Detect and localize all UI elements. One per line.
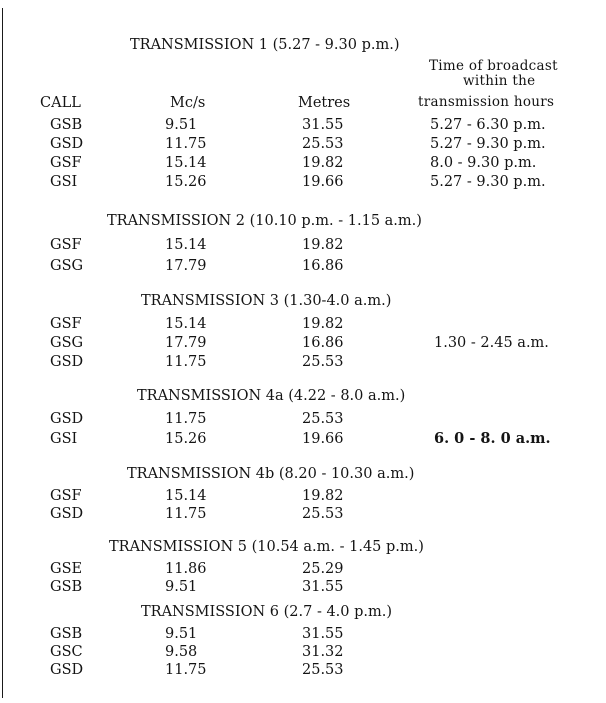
mcs-cell: 9.51 <box>165 626 198 642</box>
metres-cell: 25.53 <box>302 136 344 152</box>
mcs-cell: 11.75 <box>165 411 207 427</box>
metres-cell: 25.53 <box>302 662 344 678</box>
transmission-1-title: TRANSMISSION 1 (5.27 - 9.30 p.m.) <box>130 37 400 53</box>
time-cell: 5.27 - 6.30 p.m. <box>430 117 546 133</box>
call-cell: GSE <box>50 561 83 577</box>
time-header-line-2: within the <box>463 73 536 89</box>
mcs-cell: 15.26 <box>165 174 207 190</box>
time-header-line-1: Time of broadcast <box>429 58 558 74</box>
metres-column-header: Metres <box>298 95 351 111</box>
call-cell: GSG <box>50 335 84 351</box>
metres-cell: 25.53 <box>302 354 344 370</box>
transmission-2-title: TRANSMISSION 2 (10.10 p.m. - 1.15 a.m.) <box>107 213 422 229</box>
metres-cell: 16.86 <box>302 335 344 351</box>
transmission-5-title: TRANSMISSION 5 (10.54 a.m. - 1.45 p.m.) <box>109 539 424 555</box>
metres-cell: 19.82 <box>302 237 344 253</box>
transmission-3-title: TRANSMISSION 3 (1.30-4.0 a.m.) <box>141 293 392 309</box>
metres-cell: 31.32 <box>302 644 344 660</box>
mcs-cell: 17.79 <box>165 258 207 274</box>
time-cell: 1.30 - 2.45 a.m. <box>434 335 549 351</box>
transmission-4b-title: TRANSMISSION 4b (8.20 - 10.30 a.m.) <box>127 466 415 482</box>
metres-cell: 25.53 <box>302 411 344 427</box>
metres-cell: 19.82 <box>302 316 344 332</box>
call-cell: GSF <box>50 237 82 253</box>
metres-cell: 19.82 <box>302 488 344 504</box>
call-cell: GSD <box>50 411 84 427</box>
time-cell: 6. 0 - 8. 0 a.m. <box>434 430 551 447</box>
call-cell: GSF <box>50 488 82 504</box>
call-cell: GSI <box>50 431 78 447</box>
call-cell: GSD <box>50 506 84 522</box>
page-edge-line <box>2 8 3 698</box>
mcs-cell: 15.14 <box>165 237 207 253</box>
mcs-cell: 17.79 <box>165 335 207 351</box>
call-cell: GSG <box>50 258 84 274</box>
transmission-6-title: TRANSMISSION 6 (2.7 - 4.0 p.m.) <box>141 604 393 620</box>
mcs-cell: 9.58 <box>165 644 198 660</box>
mcs-cell: 15.14 <box>165 488 207 504</box>
metres-cell: 19.82 <box>302 155 344 171</box>
metres-cell: 16.86 <box>302 258 344 274</box>
call-cell: GSC <box>50 644 83 660</box>
call-cell: GSB <box>50 626 83 642</box>
mcs-column-header: Mc/s <box>170 95 206 111</box>
call-cell: GSF <box>50 155 82 171</box>
metres-cell: 25.53 <box>302 506 344 522</box>
call-cell: GSD <box>50 662 84 678</box>
mcs-cell: 11.86 <box>165 561 207 577</box>
mcs-cell: 15.26 <box>165 431 207 447</box>
time-cell: 5.27 - 9.30 p.m. <box>430 174 546 190</box>
metres-cell: 25.29 <box>302 561 344 577</box>
mcs-cell: 15.14 <box>165 155 207 171</box>
mcs-cell: 9.51 <box>165 579 198 595</box>
mcs-cell: 11.75 <box>165 136 207 152</box>
call-cell: GSD <box>50 136 84 152</box>
metres-cell: 19.66 <box>302 174 344 190</box>
metres-cell: 19.66 <box>302 431 344 447</box>
mcs-cell: 11.75 <box>165 662 207 678</box>
metres-cell: 31.55 <box>302 117 344 133</box>
call-cell: GSF <box>50 316 82 332</box>
mcs-cell: 11.75 <box>165 506 207 522</box>
time-header-line-3: transmission hours <box>418 94 555 110</box>
call-cell: GSB <box>50 579 83 595</box>
transmission-4a-title: TRANSMISSION 4a (4.22 - 8.0 a.m.) <box>137 388 406 404</box>
mcs-cell: 9.51 <box>165 117 198 133</box>
call-cell: GSD <box>50 354 84 370</box>
mcs-cell: 11.75 <box>165 354 207 370</box>
time-cell: 5.27 - 9.30 p.m. <box>430 136 546 152</box>
metres-cell: 31.55 <box>302 626 344 642</box>
call-column-header: CALL <box>40 95 81 111</box>
time-cell: 8.0 - 9.30 p.m. <box>430 155 537 171</box>
call-cell: GSB <box>50 117 83 133</box>
metres-cell: 31.55 <box>302 579 344 595</box>
call-cell: GSI <box>50 174 78 190</box>
mcs-cell: 15.14 <box>165 316 207 332</box>
